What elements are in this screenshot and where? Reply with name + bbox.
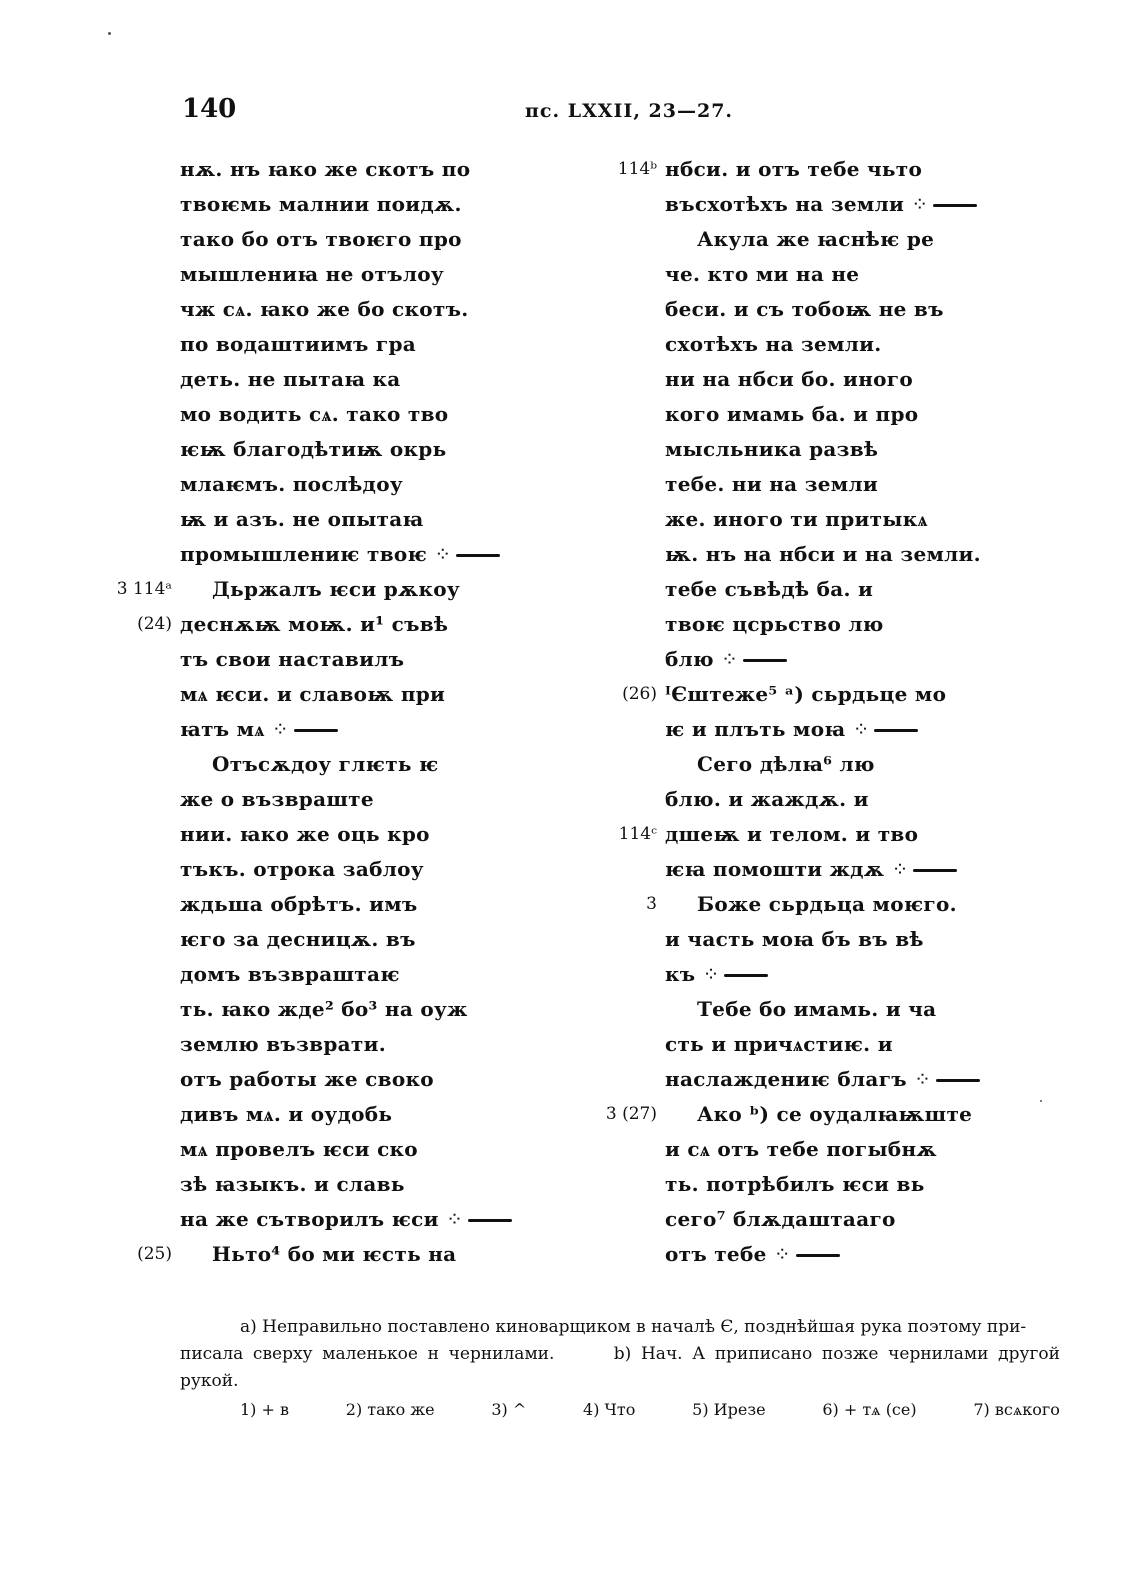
line-text: дшеѭ и телом. и тво xyxy=(665,822,919,846)
text-line xyxy=(180,257,540,292)
line-text: тебе съвѣдѣ ба. и xyxy=(665,577,874,601)
section-end-punctuation: ⁘ xyxy=(911,192,930,216)
line-text: ѥ и плъть моꙗ xyxy=(665,717,846,741)
section-end-dash xyxy=(456,554,500,557)
text-line xyxy=(665,957,1015,992)
line-text: сего⁷ блѫдаштааго xyxy=(665,1207,896,1231)
scan-speck xyxy=(1040,1100,1042,1102)
line-text: мышлениꙗ не отълоу xyxy=(180,262,444,286)
line-text: Сего дѣлꙗ⁶ лю xyxy=(697,752,875,776)
line-text: же о възвраште xyxy=(180,787,374,811)
footnote-b: b) Нач. А приписано позже чернилами другой рукой. xyxy=(180,1344,1060,1391)
text-line xyxy=(180,712,540,747)
text-line xyxy=(665,782,1015,817)
section-end-punctuation: ⁘ xyxy=(271,717,290,741)
text-line xyxy=(605,1097,1015,1132)
text-line xyxy=(180,817,540,852)
text-line xyxy=(665,642,1015,677)
text-line xyxy=(180,1097,540,1132)
text-line xyxy=(646,887,1015,922)
variant-reading: 3) ^ xyxy=(491,1400,527,1419)
text-line xyxy=(180,1062,540,1097)
line-text: твоѥ цсрьство лю xyxy=(665,612,884,636)
section-end-punctuation: ⁘ xyxy=(721,647,739,671)
line-text: къ xyxy=(665,962,696,986)
text-line xyxy=(622,677,1015,712)
text-line xyxy=(180,887,540,922)
running-title: пс. LXXII, 23—27. xyxy=(525,100,734,122)
section-end-dash xyxy=(874,729,918,732)
section-end-punctuation: ⁘ xyxy=(852,717,871,741)
section-end-dash xyxy=(796,1254,840,1257)
line-text: Тебе бо имамь. и ча xyxy=(697,997,937,1021)
line-text: ꙗтъ мѧ xyxy=(180,717,265,741)
line-text: ѥѭ благодѣтиѭ окрь xyxy=(180,437,447,461)
text-line xyxy=(180,642,540,677)
line-text: ждьша обрѣтъ. имъ xyxy=(180,892,418,916)
text-line xyxy=(618,817,1015,852)
text-line xyxy=(180,852,540,887)
text-line xyxy=(617,152,1015,187)
text-line xyxy=(180,362,540,397)
text-line xyxy=(180,152,540,187)
line-text: промышлениѥ твоѥ xyxy=(180,542,428,566)
footnote-a-line1: а) Неправильно поставлено киноварщиком в началѣ Є, позднѣйшая рука поэтому при- xyxy=(240,1317,1027,1337)
line-text: наслаждениѥ благъ xyxy=(665,1067,907,1091)
line-text: мѧ провелъ ѥси ско xyxy=(180,1137,418,1161)
line-text: деснѫѭ моѭ. и¹ съвѣ xyxy=(180,612,449,636)
line-text: ѥꙗ помошти ждѫ xyxy=(665,857,885,881)
text-line xyxy=(180,222,540,257)
text-line xyxy=(665,257,1015,292)
line-text: домъ възвраштаѥ xyxy=(180,962,400,986)
line-text: землю възврати. xyxy=(180,1032,386,1056)
text-line xyxy=(180,397,540,432)
line-text: нии. ꙗко же оць кро xyxy=(180,822,430,846)
line-text: нбси. и отъ тебе чьто xyxy=(665,157,923,181)
footnote-a-line2: писала сверху маленькое н чернилами. xyxy=(180,1344,555,1364)
text-line xyxy=(665,222,1015,257)
verse-marker: 3 (27) xyxy=(605,1104,657,1124)
text-line xyxy=(180,782,540,817)
line-text: че. кто ми на не xyxy=(665,262,860,286)
text-line xyxy=(665,362,1015,397)
variant-reading: 7) всѧкого xyxy=(973,1400,1060,1419)
line-text: нѫ. нъ ꙗко же скотъ по xyxy=(180,157,471,181)
text-line xyxy=(665,1167,1015,1202)
line-text: беси. и съ тобоѭ не въ xyxy=(665,297,944,321)
text-line xyxy=(116,572,540,607)
line-text: Отъсѫдоу глѥть ѥ xyxy=(212,752,439,776)
verse-marker: (25) xyxy=(137,1244,172,1264)
line-text: деть. не пытаꙗ ка xyxy=(180,367,401,391)
line-text: схотѣхъ на земли. xyxy=(665,332,882,356)
line-text: ѭ. нъ на нбси и на земли. xyxy=(665,542,981,566)
variant-reading: 2) тако же xyxy=(345,1400,435,1419)
line-text: тъ свои наставилъ xyxy=(180,647,405,671)
text-line xyxy=(180,922,540,957)
verse-marker: (26) xyxy=(622,684,657,704)
line-text: Акула же ꙗснѣѥ ре xyxy=(697,227,935,251)
verse-marker: (24) xyxy=(137,614,172,634)
variant-reading: 5) Ирезе xyxy=(692,1400,766,1419)
line-text: на же сътворилъ ѥси xyxy=(180,1207,439,1231)
section-end-dash xyxy=(294,729,338,732)
text-line xyxy=(665,502,1015,537)
text-line xyxy=(180,992,540,1027)
line-text: ть. потрѣбилъ ѥси вь xyxy=(665,1172,925,1196)
line-text: тъкъ. отрока заблоу xyxy=(180,857,424,881)
left-text-column xyxy=(116,152,540,1272)
verse-marker: 114ᵇ xyxy=(617,159,657,179)
variant-reading: 6) + тѧ (се) xyxy=(822,1400,917,1419)
variant-reading: 1) + в xyxy=(240,1400,290,1419)
text-line xyxy=(665,432,1015,467)
section-end-punctuation: ⁘ xyxy=(914,1067,932,1091)
text-line xyxy=(665,1237,1015,1272)
section-end-dash xyxy=(468,1219,512,1222)
line-text: Ако ᵇ) се оудалꙗѭште xyxy=(697,1102,973,1126)
text-line xyxy=(665,922,1015,957)
section-end-punctuation: ⁘ xyxy=(773,1242,792,1266)
text-line xyxy=(180,747,540,782)
text-line xyxy=(180,327,540,362)
line-text: блю. и жаждѫ. и xyxy=(665,787,869,811)
text-line xyxy=(665,187,1015,222)
text-line xyxy=(665,607,1015,642)
line-text: ѥго за десницѫ. въ xyxy=(180,927,416,951)
page-number: 140 xyxy=(182,94,237,124)
text-line xyxy=(665,467,1015,502)
line-text: Ньто⁴ бо ми ѥсть на xyxy=(212,1242,457,1266)
line-text: блю xyxy=(665,647,714,671)
text-line xyxy=(180,677,540,712)
text-line xyxy=(665,327,1015,362)
line-text: мысльника развѣ xyxy=(665,437,879,461)
text-line xyxy=(180,292,540,327)
text-line xyxy=(665,1202,1015,1237)
section-end-dash xyxy=(913,869,957,872)
line-text: въсхотѣхъ на земли xyxy=(665,192,905,216)
text-line xyxy=(180,1202,540,1237)
line-text: и часть моꙗ бъ въ вѣ xyxy=(665,927,924,951)
text-line xyxy=(665,537,1015,572)
text-line xyxy=(665,292,1015,327)
text-line xyxy=(665,852,1015,887)
section-end-punctuation: ⁘ xyxy=(702,962,721,986)
verse-marker: 3 xyxy=(646,894,657,914)
text-line xyxy=(665,1027,1015,1062)
footnotes xyxy=(180,1314,1060,1395)
line-text: тако бо отъ твоѥго про xyxy=(180,227,462,251)
variant-readings xyxy=(240,1400,1060,1420)
line-text: отъ работы же своко xyxy=(180,1067,434,1091)
line-text: мо водить сѧ. тако тво xyxy=(180,402,449,426)
line-text: ть. ꙗко жде² бо³ на оуж xyxy=(180,997,468,1021)
text-line xyxy=(180,1167,540,1202)
line-text: кого имамь ба. и про xyxy=(665,402,919,426)
line-text: тебе. ни на земли xyxy=(665,472,879,496)
text-line xyxy=(665,747,1015,782)
section-end-dash xyxy=(724,974,768,977)
line-text: отъ тебе xyxy=(665,1242,767,1266)
text-line xyxy=(665,572,1015,607)
line-text: же. иного ти притыкѧ xyxy=(665,507,928,531)
line-text: твоѥмь малнии поидѫ. xyxy=(180,192,462,216)
line-text: по водаштиимъ гра xyxy=(180,332,416,356)
text-line xyxy=(665,397,1015,432)
line-text: Боже сьрдьца моѥго. xyxy=(697,892,957,916)
line-text: Дьржалъ ѥси рѫкоу xyxy=(212,577,461,601)
text-line xyxy=(665,992,1015,1027)
variant-reading: 4) Что xyxy=(583,1400,636,1419)
section-end-punctuation: ⁘ xyxy=(446,1207,464,1231)
section-end-dash xyxy=(933,204,977,207)
footnote-a-b-line2 xyxy=(180,1341,1060,1395)
text-line xyxy=(180,467,540,502)
line-text: дивъ мѧ. и оудобь xyxy=(180,1102,393,1126)
line-text: мѧ ѥси. и славоѭ при xyxy=(180,682,446,706)
section-end-dash xyxy=(743,659,787,662)
section-end-punctuation: ⁘ xyxy=(434,542,453,566)
section-end-dash xyxy=(936,1079,980,1082)
text-line xyxy=(180,957,540,992)
line-text: чж сѧ. ꙗко же бо скотъ. xyxy=(180,297,469,321)
text-line xyxy=(180,432,540,467)
verse-marker: 3 114ᵃ xyxy=(116,579,172,599)
text-line xyxy=(180,187,540,222)
text-line xyxy=(665,1132,1015,1167)
scan-speck xyxy=(108,32,111,35)
text-line xyxy=(180,1027,540,1062)
right-text-column xyxy=(605,152,1015,1272)
text-line xyxy=(665,1062,1015,1097)
section-end-punctuation: ⁘ xyxy=(891,857,910,881)
line-text: сть и причѧстиѥ. и xyxy=(665,1032,893,1056)
line-text: и сѧ отъ тебе погыбнѫ xyxy=(665,1137,937,1161)
line-text: ᴵЄштеже⁵ ᵃ) сьрдьце мо xyxy=(665,682,947,706)
text-line xyxy=(180,1132,540,1167)
text-line xyxy=(137,607,540,642)
text-line xyxy=(180,537,540,572)
text-line xyxy=(137,1237,540,1272)
text-line xyxy=(180,502,540,537)
text-line xyxy=(665,712,1015,747)
line-text: млаѥмъ. послѣдоу xyxy=(180,472,403,496)
line-text: ни на нбси бо. иного xyxy=(665,367,913,391)
line-text: зѣ ꙗзыкъ. и славь xyxy=(180,1172,405,1196)
line-text: ѭ и азъ. не опытаꙗ xyxy=(180,507,424,531)
verse-marker: 114ᶜ xyxy=(618,824,657,844)
